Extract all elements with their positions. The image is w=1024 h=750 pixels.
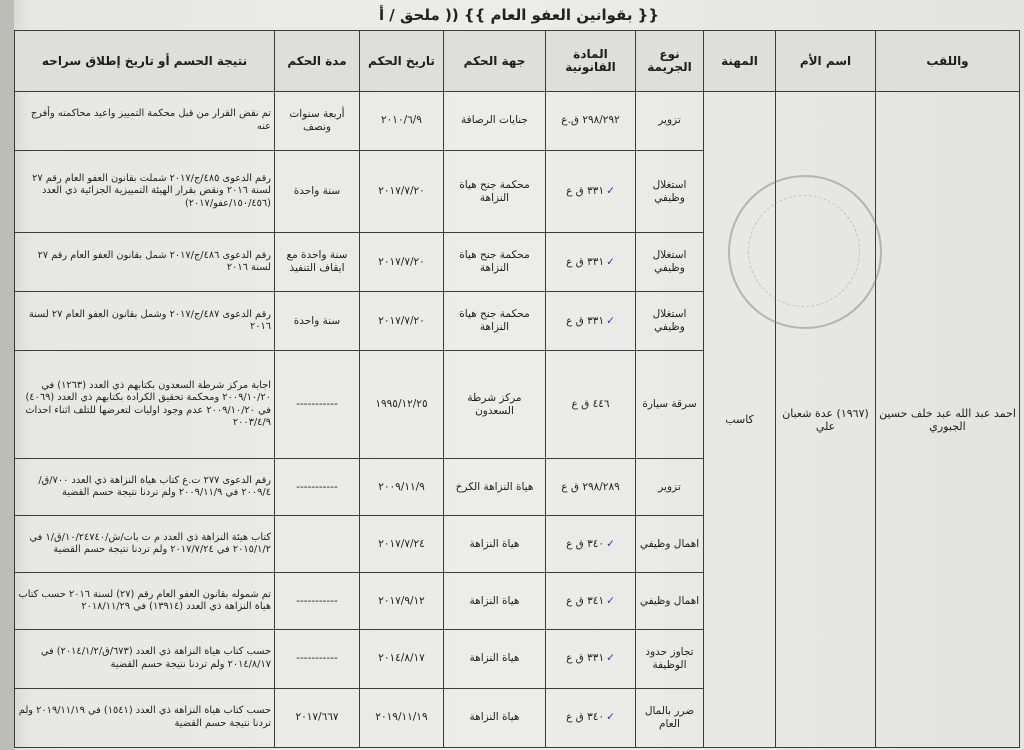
- crime-cell-text: اهمال وظيفي: [639, 537, 700, 550]
- article-cell: [546, 351, 636, 459]
- result-cell: [15, 688, 275, 747]
- duration-cell-text: -----------: [296, 398, 338, 411]
- crime-cell: [636, 688, 704, 747]
- duration-cell-text: سنة واحدة: [293, 185, 341, 198]
- crime-cell: [636, 459, 704, 516]
- result-cell-text: رقم الدعوى ٤٨٥/ج/٢٠١٧ شملت بقانون العفو العام رقم ٢٧ لسنة ٢٠١٦ ونقض بقرار الهيئة التمييزية الجزائية ذي العدد (١٥٠/٤٥٦/عفو/٢٠١٧): [32, 172, 271, 209]
- court-cell: [444, 351, 546, 459]
- article-cell: [546, 459, 636, 516]
- article-cell: [546, 150, 636, 232]
- court-cell-text: هياة النزاهة: [469, 594, 520, 607]
- court-cell: [444, 233, 546, 292]
- article-cell: [546, 629, 636, 688]
- crime-cell: [636, 150, 704, 232]
- article-cell-text: ٣٣١ ق ع: [566, 314, 605, 327]
- court-cell: [444, 459, 546, 516]
- result-cell-text: كتاب هيئة النزاهة ذي العدد م ت بات/ش/١٠/٢٤٧٤٠/ق/١ في ٢٠١٥/١/٢ في ٢٠١٧/٧/٢٤ ولم تردنا نتيجة حسم القضية: [29, 531, 271, 556]
- result-cell: [15, 629, 275, 688]
- article-cell: [546, 516, 636, 573]
- result-cell-text: اجابة مركز شرطة السعدون بكتابهم ذي العدد (١٢٦٣) في ٢٠٠٩/١٠/٢٠ ومحكمة تحقيق الكرادة بكتابهم ذي العدد (٤٠٦٩) في ٢٠٠٩/١٠/٢٠ عدم وجود اوليات لتعرضها للتلف اثناء احداث ٢٠٠٣/٤/٩: [25, 379, 271, 429]
- duration-cell-text: -----------: [296, 594, 338, 607]
- col-header-result: نتيجة الحسم أو تاريخ إطلاق سراحه: [15, 31, 275, 92]
- court-cell-text: محكمة جنح هياة النزاهة: [459, 308, 530, 334]
- result-cell-text: تم شموله بقانون العفو العام رقم (٢٧) لسنة ٢٠١٦ حسب كتاب هياة النزاهة ذي العدد (١٣٩١٤) في ٢٠١٨/١١/٢٩: [18, 588, 271, 612]
- date-cell: [360, 292, 444, 351]
- check-mark-icon: ✓: [606, 537, 615, 550]
- duration-cell: [275, 150, 360, 232]
- date-cell: [360, 688, 444, 747]
- date-cell: [360, 150, 444, 232]
- check-mark-icon: ✓: [606, 255, 615, 268]
- article-cell: [546, 688, 636, 747]
- result-cell: [15, 459, 275, 516]
- result-cell-text: تم نقض القرار من قبل محكمة التمييز واعيد محاكمته وأفرج عنه: [30, 108, 271, 132]
- crime-cell-text: ضرر بالمال العام: [644, 704, 695, 730]
- col-header-date: تاريخ الحكم: [360, 31, 444, 92]
- court-cell: [444, 150, 546, 232]
- court-cell: [444, 688, 546, 747]
- date-cell: [360, 629, 444, 688]
- date-cell-text: ٢٠١٧/٩/١٢: [378, 594, 425, 607]
- duration-cell: [275, 351, 360, 459]
- court-cell: [444, 92, 546, 151]
- crime-cell-text: استغلال وظيفي: [652, 308, 687, 334]
- article-cell: [546, 233, 636, 292]
- date-cell: [360, 92, 444, 151]
- col-header-duration: مدة الحكم: [275, 31, 360, 92]
- crime-cell-text: استغلال وظيفي: [652, 249, 687, 275]
- crime-cell-text: تجاوز حدود الوظيفة: [645, 645, 694, 671]
- court-cell-text: محكمة جنح هياة النزاهة: [459, 249, 530, 275]
- crime-cell: [636, 292, 704, 351]
- result-cell: [15, 150, 275, 232]
- date-cell-text: ٢٠١٧/٧/٢٠: [378, 185, 425, 198]
- court-cell-text: مركز شرطة السعدون: [467, 391, 522, 417]
- date-cell: [360, 459, 444, 516]
- date-cell-text: ١٩٩٥/١٢/٢٥: [375, 398, 428, 411]
- duration-cell-text: -----------: [296, 480, 338, 493]
- result-cell-text: رقم الدعوى ٢٧٧ ت.ع كتاب هياة النزاهة ذي العدد ٧٠٠/ق/٢٠٠٩/٤ في ٢٠٠٩/١١/٩ ولم تردنا نتيجة حسم القضية: [38, 474, 271, 499]
- date-cell: [360, 516, 444, 573]
- result-cell-text: رقم الدعوى ٤٨٧/ج/٢٠١٧ وشمل بقانون العفو العام ٢٧ لسنة ٢٠١٦: [28, 308, 271, 333]
- article-cell: [546, 573, 636, 630]
- result-cell: [15, 233, 275, 292]
- result-cell: [15, 292, 275, 351]
- crime-cell: [636, 516, 704, 573]
- result-cell: [15, 351, 275, 459]
- court-cell-text: هياة النزاهة: [469, 652, 520, 665]
- date-cell-text: ٢٠١٠/٦/٩: [381, 114, 422, 127]
- check-mark-icon: ✓: [606, 314, 615, 327]
- col-header-crime: نوع الجريمة: [636, 31, 704, 92]
- article-cell-text: ٣٣١ ق ع: [566, 652, 605, 665]
- crime-cell-text: سرقة سيارة: [642, 398, 697, 411]
- duration-cell: [275, 516, 360, 573]
- duration-cell: [275, 573, 360, 630]
- date-cell: [360, 573, 444, 630]
- date-cell-text: ٢٠١٧/٧/٢٤: [378, 537, 425, 550]
- article-cell: [546, 292, 636, 351]
- duration-cell: [275, 233, 360, 292]
- court-cell-text: هياة النزاهة: [469, 537, 520, 550]
- crime-cell-text: تزوير: [658, 480, 681, 493]
- crime-cell-text: تزوير: [658, 114, 681, 127]
- article-cell-text: ٣٤٠ ق ع: [566, 537, 605, 550]
- duration-cell: [275, 688, 360, 747]
- result-cell: [15, 92, 275, 151]
- article-cell-text: ٣٣١ ق ع: [566, 255, 605, 268]
- col-header-profession: المهنة: [704, 31, 776, 92]
- person-name: احمد عبد الله عبد خلف حسين الجبوري: [876, 92, 1020, 748]
- court-cell: [444, 629, 546, 688]
- table-row: [15, 92, 1020, 151]
- duration-cell-text: ٢٠١٧/٦٦٧: [295, 711, 339, 724]
- date-cell: [360, 351, 444, 459]
- crime-cell-text: استغلال وظيفي: [652, 178, 687, 204]
- article-cell-text: ٣٣١ ق ع: [566, 185, 605, 198]
- col-header-name: واللقب: [876, 31, 1020, 92]
- result-cell: [15, 516, 275, 573]
- crime-cell: [636, 629, 704, 688]
- article-cell-text: ٢٩٨/٢٩٢ ق.ع: [561, 114, 620, 127]
- court-cell-text: جنايات الرصافة: [461, 114, 528, 127]
- date-cell-text: ٢٠١٩/١١/١٩: [375, 711, 428, 724]
- court-cell: [444, 292, 546, 351]
- court-cell-text: هياة النزاهة الكرخ: [455, 480, 534, 493]
- duration-cell: [275, 459, 360, 516]
- check-mark-icon: ✓: [606, 594, 615, 607]
- page-edge: [0, 0, 14, 750]
- court-cell: [444, 573, 546, 630]
- date-cell-text: ٢٠١٤/٨/١٧: [378, 652, 425, 665]
- crime-cell: [636, 351, 704, 459]
- person-mother: (١٩٦٧) عدة شعبان علي: [776, 92, 876, 748]
- duration-cell-text: أربعة سنوات ونصف: [289, 107, 345, 133]
- duration-cell-text: -----------: [296, 652, 338, 665]
- table-header-row: [15, 31, 1020, 92]
- duration-cell: [275, 629, 360, 688]
- court-cell-text: محكمة جنح هياة النزاهة: [459, 178, 530, 204]
- article-cell-text: ٣٤١ ق ع: [566, 594, 605, 607]
- article-cell-text: ٣٤٠ ق ع: [566, 711, 605, 724]
- duration-cell: [275, 92, 360, 151]
- date-cell-text: ٢٠٠٩/١١/٩: [378, 480, 425, 493]
- col-header-court: جهة الحكم: [444, 31, 546, 92]
- records-table: [14, 30, 1020, 748]
- document-header: [14, 0, 1024, 32]
- crime-cell: [636, 573, 704, 630]
- header-title: {{ بقوانين العفو العام }} (( ملحق / أ: [378, 6, 660, 24]
- result-cell: [15, 573, 275, 630]
- court-cell-text: هياة النزاهة: [469, 711, 520, 724]
- check-mark-icon: ✓: [606, 185, 615, 198]
- duration-cell-text: سنة واحدة مع ايقاف التنفيذ: [286, 249, 348, 275]
- duration-cell-text: سنة واحدة: [293, 314, 341, 327]
- check-mark-icon: ✓: [606, 711, 615, 724]
- date-cell: [360, 233, 444, 292]
- article-cell-text: ٤٤٦ ق ع: [571, 398, 610, 411]
- result-cell-text: حسب كتاب هياة النزاهة ذي العدد (٦٧٣/ق/٢٠١٤/١/٢) في ٢٠١٤/٨/١٧ ولم تردنا نتيجة حسم القضية: [40, 646, 271, 670]
- duration-cell: [275, 292, 360, 351]
- crime-cell: [636, 92, 704, 151]
- crime-cell-text: اهمال وظيفي: [639, 594, 700, 607]
- result-cell-text: حسب كتاب هياة النزاهة ذي العدد (١٥٤١) في ٢٠١٩/١١/١٩ ولم تردنا نتيجة حسم القضية: [18, 705, 271, 729]
- date-cell-text: ٢٠١٧/٧/٢٠: [378, 314, 425, 327]
- crime-cell: [636, 233, 704, 292]
- col-header-mother: اسم الأم: [776, 31, 876, 92]
- article-cell: [546, 92, 636, 151]
- check-mark-icon: ✓: [606, 652, 615, 665]
- court-cell: [444, 516, 546, 573]
- result-cell-text: رقم الدعوى ٤٨٦/ج/٢٠١٧ شمل بقانون العفو العام رقم ٢٧ لسنة ٢٠١٦: [37, 249, 271, 274]
- col-header-article: المادة القانونية: [546, 31, 636, 92]
- person-profession: كاسب: [704, 92, 776, 748]
- date-cell-text: ٢٠١٧/٧/٢٠: [378, 255, 425, 268]
- article-cell-text: ٢٩٨/٢٨٩ ق ع: [561, 480, 620, 493]
